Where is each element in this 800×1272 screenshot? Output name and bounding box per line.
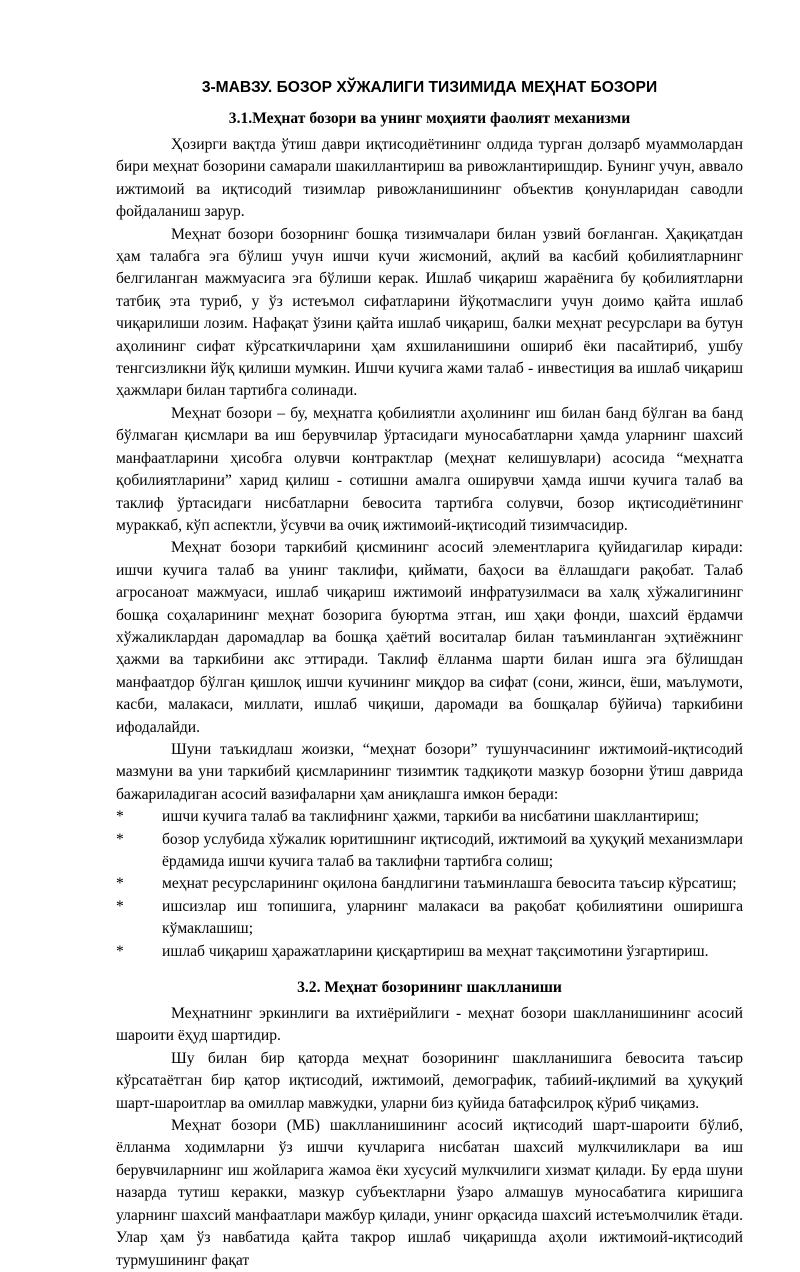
section-heading-3-2: 3.2. Меҳнат бозорининг шаклланиши — [297, 979, 562, 997]
paragraph: Меҳнат бозори бозорнинг бошқа тизимчалари билан узвий боғланган. Ҳақиқатдан ҳам талабга эга бўлиш учун ишчи кучи жисмоний, ақлий ва касбий қобилиятларнинг белгиланган мажмуасига эга бўлиши керак. Ишлаб чиқариш жараёнига бу қобилиятларни татбиқ эта туриб, у ўз истеъмол сифатларини йўқотмаслиги учун доимо қайта ишлаб чиқарилиши лозим. Нафақат ўзини қайта ишлаб чиқариш, балки меҳнат ресурслари ва бутун аҳолининг сифат кўрсаткичларини ҳам яхшиланишини ошириб ёки пасайтириб, ушбу тенгсизликни йўқ қилиши мумкин. Ишчи кучига жами талаб - инвестиция ва ишлаб чиқариш ҳажмлари билан тартибга солинади. — [116, 225, 743, 400]
paragraph: Шуни таъкидлаш жоизки, “меҳнат бозори” тушунчасининг ижтимоий-иқтисодий мазмуни ва уни таркибий қисмларининг тизимтик тадқиқоти мазкур бозорни ўтиш даврида бажариладиган асосий вазифаларни ҳам аниқлашга имкон беради: — [116, 740, 743, 803]
task-list — [116, 806, 743, 963]
list-item-text: ишлаб чиқариш ҳаражатларини қисқартириш ва меҳнат тақсимотини ўзгартириш. — [162, 942, 709, 960]
bullet-marker: * — [116, 830, 124, 848]
page-title: 3-МАВЗУ. БОЗОР ХЎЖАЛИГИ ТИЗИМИДА МЕҲНАТ БОЗОРИ — [201, 79, 658, 96]
bullet-marker: * — [116, 897, 124, 915]
list-item-text: бозор услубида хўжалик юритишнинг иқтисодий, ижтимоий ва ҳуқуқий механизмлари ёрдамида ишчи кучига талаб ва таклифни тартибга солиш; — [162, 830, 743, 870]
bullet-marker: * — [116, 875, 124, 893]
list-item — [116, 896, 743, 941]
paragraph: Меҳнат бозори – бу, меҳнатга қобилиятли аҳолининг иш билан банд бўлган ва банд бўлмаган қисмлари ва иш берувчилар ўртасидаги муносабатларни ҳамда уларнинг шахсий манфаатларини ҳисобга олувчи контрактлар (меҳнат келишувлари) асосида “меҳнатга қобилиятларини” харид қилиш - сотишни амалга оширувчи ҳамда ишчи кучига талаб ва таклиф ўртасидаги нисбатларни бевосита тартибга солувчи, бозор иқтисодиётининг мураккаб, кўп аспектли, ўсувчи ва очиқ ижтимоий-иқтисодий тизимчасидир. — [116, 404, 743, 534]
list-item — [116, 806, 743, 828]
paragraph: Меҳнат бозори (МБ) шаклланишининг асосий иқтисодий шарт-шароити бўлиб, ёлланма ходимларни ўз ишчи кучларига нисбатан шахсий мулкчиликлари ва иш берувчиларнинг иш жойларига жамоа ёки хусусий мулкчилиги хизмат қилади. Бу ерда шуни назарда тутиш керакки, мазкур субъектларни ўзаро алмашув муносабатига киришига уларнинг шахсий манфаатлари мажбур қилади, унинг орқасида шахсий истеъмолчилик ётади. Улар ҳам ўз навбатида қайта такрор ишлаб чиқаришда аҳоли ижтимоий-иқтисодий турмушининг фақат — [116, 1117, 743, 1269]
list-item — [116, 829, 743, 874]
list-item-text: меҳнат ресурсларининг оқилона бандлигини таъминлашга бевосита таъсир кўрсатиш; — [162, 875, 737, 893]
section-heading-3-1: 3.1.Меҳнат бозори ва унинг моҳияти фаолият механизми — [228, 110, 631, 127]
paragraph: Шу билан бир қаторда меҳнат бозорининг шаклланишига бевосита таъсир кўрсатаётган бир қатор иқтисодий, ижтимоий, демографик, табиий-иқлимий ва ҳуқуқий шарт-шароитлар ва омиллар мавжудки, уларни биз қуйида батафсилроқ кўриб чиқамиз. — [116, 1049, 743, 1112]
paragraph: Меҳнат бозори таркибий қисмининг асосий элементларига қуйидагилар киради: ишчи кучига талаб ва унинг таклифи, қиймати, баҳоси ва ёллашдаги рақобат. Талаб агросаноат мажмуаси, ишлаб чиқариш ижтимоий инфратузилмаси ва халқ хўжалигининг бошқа соҳаларининг меҳнат бозорига буюртма этган, иш ҳақи фонди, шахсий ёрдамчи хўжаликлардан даромадлар ва бошқа ҳаётий воситалар билан таъминланган эҳтиёжнинг ҳажми ва таркибини акс эттиради. Таклиф ёлланма шарти билан ишга эга бўлишдан манфаатдор бўлган қишлоқ ишчи кучининг миқдор ва сифат (сони, жинси, ёши, маълумоти, касби, малакаси, миллати, ишлаб чиқиши, даромади ва бошқалар бўйича) таркибини ифодалайди. — [116, 539, 743, 736]
bullet-marker: * — [116, 942, 124, 960]
list-item — [116, 873, 743, 895]
paragraph: Меҳнатнинг эркинлиги ва ихтиёрийлиги - меҳнат бозори шаклланишининг асосий шароити ёҳуд шартидир. — [116, 1005, 743, 1045]
paragraph: Ҳозирги вақтда ўтиш даври иқтисодиётининг олдида турган долзарб муаммолардан бири меҳнат бозорини самарали шакиллантириш ва ривожлантиришдир. Бунинг учун, аввало ижтимоий ва иқтисодий тизимлар ривожланишининг объектив қонунларидан саводли фойдаланиш зарур. — [116, 136, 743, 221]
list-item — [116, 941, 743, 963]
bullet-marker: * — [116, 808, 124, 826]
document-page — [116, 70, 743, 1272]
list-item-text: ишсизлар иш топишига, уларнинг малакаси ва рақобат қобилиятини оширишга кўмаклашиш; — [162, 897, 743, 938]
list-item-text: ишчи кучига талаб ва таклифнинг ҳажми, таркиби ва нисбатини шакллантириш; — [162, 808, 699, 826]
